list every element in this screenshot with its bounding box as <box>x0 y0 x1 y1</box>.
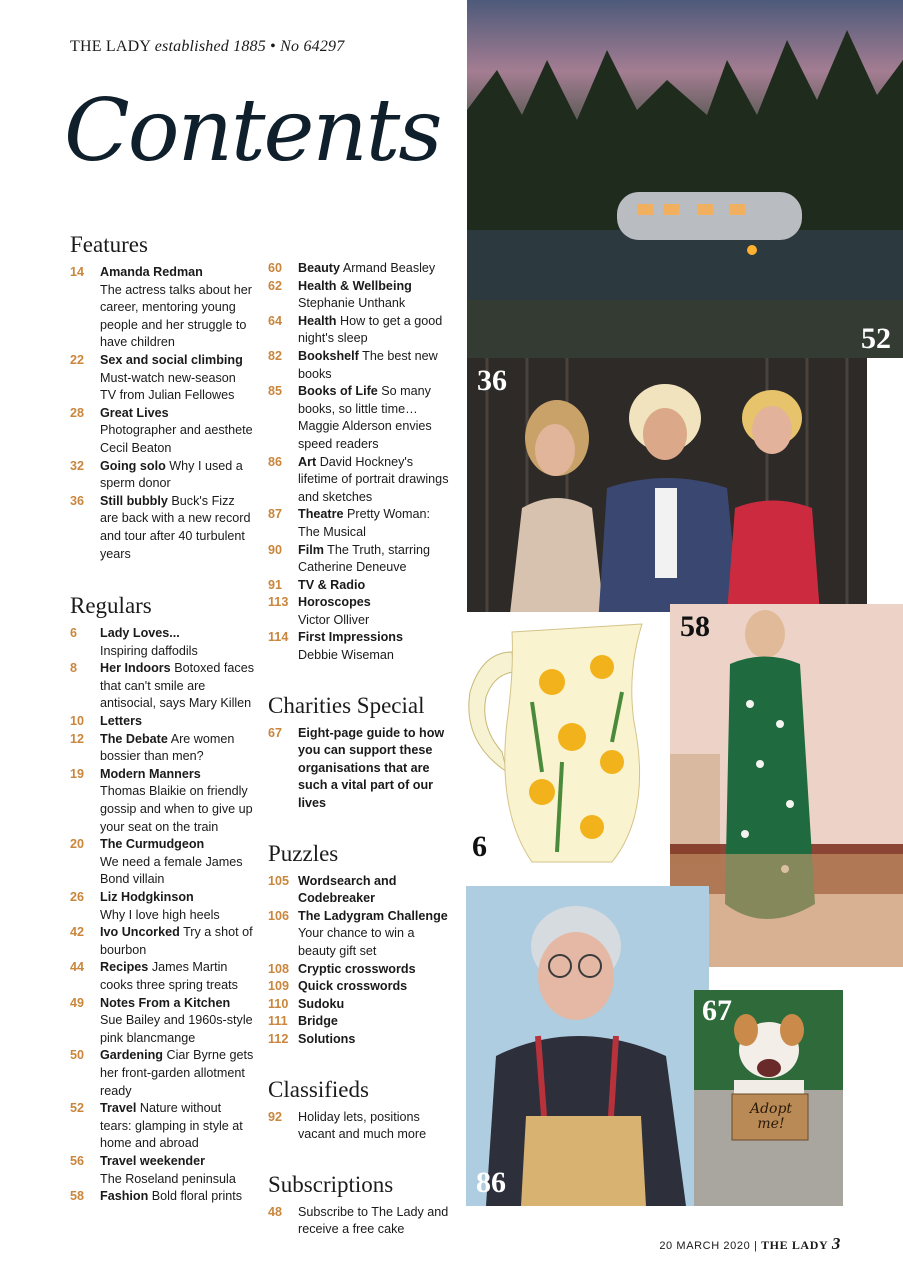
entry-page-number: 26 <box>70 890 85 904</box>
footer-separator: | <box>753 1240 758 1252</box>
entry-text <box>100 889 254 924</box>
contents-entry[interactable] <box>70 959 254 994</box>
entry-description: Are women bossier than men? <box>100 731 235 764</box>
entry-description: Nature without tears: glamping in style at home and abroad <box>100 1101 243 1151</box>
jug-illustration <box>462 612 670 870</box>
band-illustration <box>467 358 867 640</box>
entry-title: Books of Life <box>298 384 378 399</box>
contents-entry[interactable] <box>70 352 254 405</box>
entry-text <box>100 924 254 959</box>
contents-entry[interactable] <box>268 383 452 453</box>
entry-page-number: 10 <box>70 714 85 729</box>
entry-page-number: 42 <box>70 925 85 940</box>
entry-text <box>298 961 452 979</box>
entry-description: Debbie Wiseman <box>298 648 394 663</box>
entry-description: The actress talks about her career, mentoring young people and her struggle to have children <box>100 282 252 350</box>
features-heading: Features <box>70 232 148 257</box>
entry-text <box>100 1153 254 1188</box>
entry-description: The Truth, starring Catherine Deneuve <box>298 542 431 575</box>
entry-title: Eight-page guide to how you can support these organisations that are such a vital part of our lives <box>298 725 445 811</box>
entry-title: Quick crosswords <box>298 979 408 994</box>
band-page-number: 36 <box>477 364 507 397</box>
contents-entry[interactable] <box>70 1047 254 1100</box>
entry-text <box>100 493 254 563</box>
entry-title: Lady Loves... <box>100 626 180 641</box>
entry-page-number: 112 <box>268 1031 289 1046</box>
entry-description: Subscribe to The Lady and receive a free cake <box>298 1204 449 1237</box>
entry-description: The Roseland peninsula <box>100 1171 236 1186</box>
contents-entry[interactable] <box>268 454 452 507</box>
features-list <box>70 264 254 563</box>
band-photo <box>467 358 867 640</box>
entry-title: Sudoku <box>298 996 345 1011</box>
portrait-photo <box>466 886 709 1206</box>
camper-page-number: 52 <box>861 322 891 355</box>
entry-text <box>100 1100 254 1153</box>
entry-description: Your chance to win a beauty gift set <box>298 926 415 958</box>
entry-title: First Impressions <box>298 630 403 645</box>
entry-page-number: 67 <box>268 725 283 740</box>
contents-entry[interactable] <box>70 1188 254 1206</box>
entry-text <box>100 625 254 660</box>
masthead-brand: THE LADY <box>70 38 151 55</box>
entry-page-number: 105 <box>268 873 290 888</box>
entry-description: Thomas Blaikie on friendly gossip and when to give up your seat on the train <box>100 784 253 834</box>
camper-photo <box>467 0 903 358</box>
entry-page-number: 85 <box>268 384 283 399</box>
entry-title: Travel <box>100 1101 137 1116</box>
camper-illustration <box>467 0 903 358</box>
entry-text <box>298 313 452 348</box>
entry-description: Pretty Woman: The Musical <box>298 507 431 539</box>
entry-page-number: 52 <box>70 1101 85 1116</box>
entry-title: Recipes <box>100 960 149 975</box>
dog-sign: Adopt me! <box>749 1101 793 1132</box>
masthead-separator: • <box>270 38 276 55</box>
entry-title: Great Lives <box>100 405 169 420</box>
entry-page-number: 8 <box>70 661 78 676</box>
entry-page-number: 106 <box>268 908 290 923</box>
entry-text <box>100 836 254 889</box>
entry-description: Must-watch new-season TV from Julian Fellowes <box>100 370 236 403</box>
contents-entry[interactable] <box>268 978 452 996</box>
entry-page-number: 82 <box>268 348 283 363</box>
contents-entry[interactable] <box>268 594 452 629</box>
entry-page-number: 110 <box>268 996 289 1011</box>
entry-text <box>100 458 254 493</box>
contents-entry[interactable] <box>268 1204 452 1239</box>
contents-entry[interactable] <box>268 1013 452 1031</box>
entry-page-number: 56 <box>70 1153 85 1168</box>
entry-title: Wordsearch and Codebreaker <box>298 873 397 906</box>
entry-text <box>100 352 254 405</box>
entry-page-number: 109 <box>268 979 290 994</box>
contents-entry[interactable] <box>268 961 452 979</box>
classifieds-list <box>268 1109 452 1144</box>
puzzles-heading: Puzzles <box>268 840 339 866</box>
entry-description: Victor Olliver <box>298 612 370 627</box>
column-left <box>70 232 254 1206</box>
entry-page-number: 50 <box>70 1048 85 1063</box>
entry-title: Bookshelf <box>298 348 359 363</box>
entry-title: Her Indoors <box>100 661 171 676</box>
entry-page-number: 44 <box>70 960 85 975</box>
contents-entry[interactable] <box>70 924 254 959</box>
entry-description: Stephanie Unthank <box>298 296 406 311</box>
page-footer <box>659 1234 841 1254</box>
entry-text <box>298 594 452 629</box>
entry-text <box>298 978 452 996</box>
contents-entry[interactable] <box>268 313 452 348</box>
portrait-illustration <box>466 886 709 1206</box>
entry-text <box>100 1047 254 1100</box>
masthead <box>70 38 344 56</box>
entry-description: Try a shot of bourbon <box>100 925 253 957</box>
contents-entry[interactable] <box>268 873 452 908</box>
entry-page-number: 60 <box>268 261 283 275</box>
puzzles-list <box>268 873 452 1049</box>
entry-description: How to get a good night's sleep <box>298 313 443 346</box>
dress-page-number: 58 <box>680 610 710 643</box>
entry-page-number: 86 <box>268 454 283 469</box>
portrait-page-number: 86 <box>476 1166 506 1199</box>
entry-description: Photographer and aesthete Cecil Beaton <box>100 423 253 455</box>
entry-title: Theatre <box>298 507 344 522</box>
entry-page-number: 62 <box>268 278 283 293</box>
entry-page-number: 108 <box>268 961 290 976</box>
entry-description: David Hockney's lifetime of portrait drawings and sketches <box>298 454 449 504</box>
contents-entry[interactable] <box>268 542 452 577</box>
entry-page-number: 14 <box>70 265 85 279</box>
entry-text <box>298 1013 452 1031</box>
entry-title: Film <box>298 542 324 557</box>
contents-entry[interactable] <box>70 660 254 713</box>
entry-text <box>100 1188 254 1206</box>
entry-title: Travel weekender <box>100 1153 206 1168</box>
subscriptions-list <box>268 1204 452 1239</box>
contents-entry[interactable] <box>70 625 254 660</box>
contents-entry[interactable] <box>268 1031 452 1049</box>
contents-entry[interactable] <box>268 629 452 664</box>
contents-entry[interactable] <box>268 1109 452 1144</box>
charities-heading: Charities Special <box>268 692 425 718</box>
jug-page-number: 6 <box>472 830 487 863</box>
entry-title: Fashion <box>100 1189 149 1204</box>
entry-description: So many books, so little time… Maggie Alderson envies speed readers <box>298 384 432 451</box>
charities-list <box>268 725 452 813</box>
entry-title: Bridge <box>298 1014 338 1029</box>
entry-text <box>100 264 254 352</box>
entry-title: Modern Manners <box>100 766 201 781</box>
entry-page-number: 91 <box>268 577 283 592</box>
entry-page-number: 20 <box>70 837 85 852</box>
contents-entry[interactable] <box>268 908 452 961</box>
entry-title: Solutions <box>298 1031 356 1046</box>
entry-page-number: 92 <box>268 1109 283 1124</box>
entry-page-number: 32 <box>70 458 85 473</box>
entry-text <box>298 1204 452 1239</box>
contents-entry[interactable] <box>70 1153 254 1188</box>
entry-text <box>298 1031 452 1049</box>
contents-entry[interactable] <box>268 260 452 278</box>
entry-page-number: 22 <box>70 352 85 367</box>
contents-entry[interactable] <box>70 995 254 1048</box>
entry-title: Ivo Uncorked <box>100 925 180 940</box>
entry-title: Letters <box>100 714 142 729</box>
entry-page-number: 28 <box>70 405 85 420</box>
subscriptions-heading: Subscriptions <box>268 1171 394 1197</box>
entry-title: Going solo <box>100 458 166 473</box>
entry-text <box>298 260 452 278</box>
entry-description: The best new books <box>298 348 438 381</box>
entry-page-number: 64 <box>268 313 283 328</box>
entry-page-number: 6 <box>70 626 78 641</box>
entry-title: Amanda Redman <box>100 265 203 279</box>
footer-date: 20 MARCH 2020 <box>659 1240 751 1252</box>
entry-page-number: 49 <box>70 995 85 1010</box>
contents-entry[interactable] <box>70 731 254 766</box>
contents-entry[interactable] <box>268 725 452 813</box>
entry-title: Liz Hodgkinson <box>100 890 194 904</box>
entry-title: The Ladygram Challenge <box>298 908 448 923</box>
entry-text <box>100 959 254 994</box>
jug-photo <box>462 612 670 870</box>
contents-entry[interactable] <box>70 889 254 924</box>
entry-page-number: 48 <box>268 1204 283 1219</box>
footer-brand: THE LADY <box>761 1238 829 1252</box>
footer-page-number: 3 <box>831 1234 841 1253</box>
entry-title: Art <box>298 454 317 469</box>
contents-entry[interactable] <box>268 577 452 595</box>
entry-title: Still bubbly <box>100 493 168 508</box>
entry-text <box>100 766 254 836</box>
entry-description: Ciar Byrne gets her front-garden allotment ready <box>100 1048 254 1098</box>
entry-text <box>100 713 254 731</box>
contents-entry[interactable] <box>70 1100 254 1153</box>
entry-description: Bold floral prints <box>151 1189 243 1204</box>
masthead-established: established 1885 <box>154 38 266 55</box>
contents-entry[interactable] <box>70 713 254 731</box>
entry-page-number: 90 <box>268 542 283 557</box>
entry-text <box>298 506 452 541</box>
contents-entry[interactable] <box>70 458 254 493</box>
entry-title: The Curmudgeon <box>100 837 205 852</box>
entry-page-number: 111 <box>268 1014 288 1029</box>
dog-photo <box>694 990 843 1206</box>
masthead-issue: No 64297 <box>280 38 345 55</box>
entry-text <box>298 348 452 383</box>
entry-text <box>298 725 452 813</box>
entry-title: Gardening <box>100 1048 163 1063</box>
entry-page-number: 113 <box>268 595 289 610</box>
entry-page-number: 114 <box>268 630 289 645</box>
entry-text <box>298 1109 452 1144</box>
contents-entry[interactable] <box>268 506 452 541</box>
entry-description: Armand Beasley <box>342 261 436 275</box>
column2-list <box>268 260 452 665</box>
classifieds-heading: Classifieds <box>268 1076 369 1102</box>
entry-page-number: 12 <box>70 731 85 746</box>
entry-description: Why I love high heels <box>100 907 220 922</box>
entry-title: TV & Radio <box>298 577 366 592</box>
entry-description: Inspiring daffodils <box>100 643 198 658</box>
column-middle <box>268 260 452 1239</box>
entry-description: James Martin cooks three spring treats <box>100 960 238 992</box>
contents-entry[interactable] <box>70 493 254 563</box>
contents-entry[interactable] <box>268 996 452 1014</box>
entry-text <box>100 660 254 713</box>
contents-entry[interactable] <box>70 405 254 458</box>
entry-description: Buck's Fizz are back with a new record and tour after 40 turbulent years <box>100 493 251 561</box>
entry-title: Sex and social climbing <box>100 352 243 367</box>
contents-entry[interactable] <box>70 766 254 836</box>
regulars-heading: Regulars <box>70 593 152 619</box>
entry-text <box>298 542 452 577</box>
entry-title: Horoscopes <box>298 595 371 610</box>
entry-text <box>298 908 452 961</box>
entry-text <box>100 995 254 1048</box>
entry-text <box>100 731 254 766</box>
regulars-list <box>70 625 254 1206</box>
contents-entry[interactable] <box>70 836 254 889</box>
entry-description: Sue Bailey and 1960s-style pink blancmange <box>100 1013 253 1045</box>
entry-title: Cryptic crosswords <box>298 961 416 976</box>
entry-description: Botoxed faces that can't smile are antisocial, says Mary Killen <box>100 661 254 711</box>
entry-text <box>298 577 452 595</box>
entry-text <box>298 454 452 507</box>
entry-description: Holiday lets, positions vacant and much more <box>298 1109 427 1142</box>
entry-text <box>298 873 452 908</box>
entry-text <box>100 405 254 458</box>
dog-page-number: 67 <box>702 994 732 1027</box>
entry-text <box>298 996 452 1014</box>
entry-title: Health & Wellbeing <box>298 278 412 293</box>
entry-page-number: 87 <box>268 507 283 522</box>
contents-entry[interactable] <box>268 348 452 383</box>
entry-title: The Debate <box>100 731 168 746</box>
entry-text <box>298 629 452 664</box>
entry-description: We need a female James Bond villain <box>100 854 243 887</box>
entry-text <box>298 383 452 453</box>
entry-text <box>298 278 452 313</box>
contents-entry[interactable] <box>268 278 452 313</box>
entry-page-number: 36 <box>70 493 85 508</box>
entry-page-number: 58 <box>70 1189 85 1204</box>
entry-title: Health <box>298 313 337 328</box>
entry-description: Why I used a sperm donor <box>100 458 243 491</box>
contents-entry[interactable] <box>70 264 254 352</box>
page-title: Contents <box>64 81 441 181</box>
entry-title: Notes From a Kitchen <box>100 995 231 1010</box>
entry-title: Beauty <box>298 261 340 275</box>
entry-page-number: 19 <box>70 766 85 781</box>
